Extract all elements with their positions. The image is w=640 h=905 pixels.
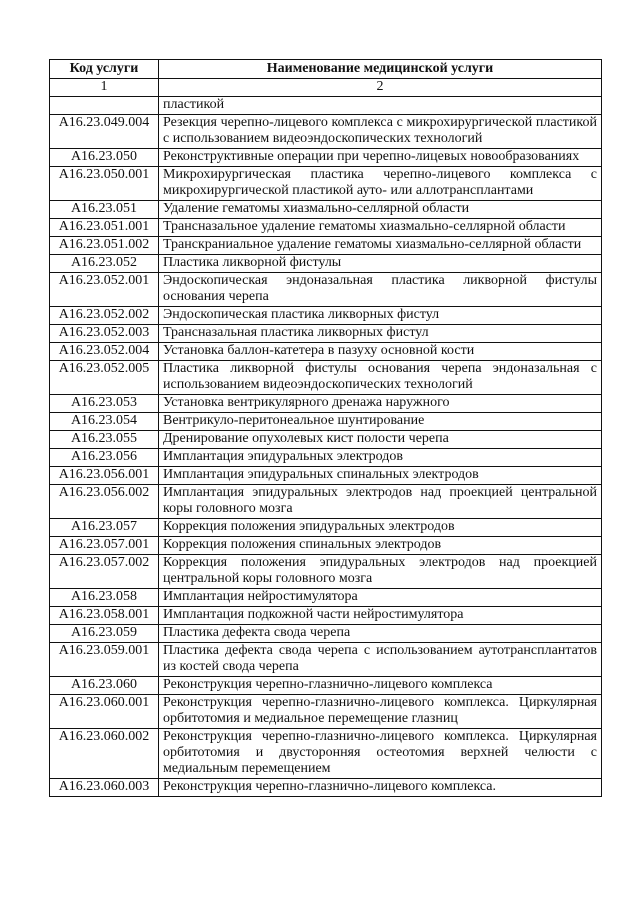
- table-row: [50, 555, 602, 589]
- service-code: A16.23.052.001: [50, 273, 159, 307]
- services-table: [49, 59, 602, 797]
- service-name: Транскраниальное удаление гематомы хиазмально-селлярной области: [159, 237, 602, 255]
- service-code: A16.23.057.001: [50, 537, 159, 555]
- table-row: [50, 149, 602, 167]
- service-name: Эндоскопическая эндоназальная пластика ликворной фистулы основания черепа: [159, 273, 602, 307]
- table-row: [50, 625, 602, 643]
- service-name: Удаление гематомы хиазмально-селлярной области: [159, 201, 602, 219]
- table-row: [50, 395, 602, 413]
- service-code: A16.23.060.001: [50, 695, 159, 729]
- table-row: [50, 449, 602, 467]
- table-row: [50, 201, 602, 219]
- service-code: A16.23.057: [50, 519, 159, 537]
- service-name: Коррекция положения эпидуральных электродов над проекцией центральной коры головного мозга: [159, 555, 602, 589]
- service-name: Пластика ликворной фистулы основания черепа эндоназальная с использованием видеоэндоскопических технологий: [159, 361, 602, 395]
- service-name: Имплантация эпидуральных электродов над проекцией центральной коры головного мозга: [159, 485, 602, 519]
- table-row: [50, 237, 602, 255]
- service-code: A16.23.050: [50, 149, 159, 167]
- column-number-row: [50, 79, 602, 97]
- service-code: A16.23.050.001: [50, 167, 159, 201]
- service-name: Трансназальное удаление гематомы хиазмально-селлярной области: [159, 219, 602, 237]
- table-row: [50, 361, 602, 395]
- service-name: Трансназальная пластика ликворных фистул: [159, 325, 602, 343]
- document-page: [49, 59, 602, 797]
- service-name: Вентрикуло-перитонеальное шунтирование: [159, 413, 602, 431]
- service-code: A16.23.057.002: [50, 555, 159, 589]
- service-name: Коррекция положения спинальных электродов: [159, 537, 602, 555]
- table-row: [50, 537, 602, 555]
- service-name: Микрохирургическая пластика черепно-лицевого комплекса с микрохирургической пластикой ауто- или аллотрансплантами: [159, 167, 602, 201]
- service-code: [50, 97, 159, 115]
- service-name: Резекция черепно-лицевого комплекса с микрохирургической пластикой с использованием видеоэндоскопических технологий: [159, 115, 602, 149]
- service-code: A16.23.060.003: [50, 779, 159, 797]
- service-name: Реконструкция черепно-глазнично-лицевого комплекса: [159, 677, 602, 695]
- service-name: Реконструкция черепно-глазнично-лицевого комплекса. Циркулярная орбитотомия и двусторонняя остеотомия верхней челюсти с медиальным перемещением: [159, 729, 602, 779]
- table-row: [50, 255, 602, 273]
- table-row: [50, 695, 602, 729]
- service-code: A16.23.056.002: [50, 485, 159, 519]
- service-name: Реконструкция черепно-глазнично-лицевого комплекса.: [159, 779, 602, 797]
- table-body: [50, 97, 602, 797]
- header-name: Наименование медицинской услуги: [159, 60, 602, 79]
- table-row: [50, 307, 602, 325]
- table-row: [50, 431, 602, 449]
- table-row: [50, 467, 602, 485]
- table-row: [50, 643, 602, 677]
- service-code: A16.23.052.002: [50, 307, 159, 325]
- service-name: Пластика ликворной фистулы: [159, 255, 602, 273]
- service-name: Имплантация эпидуральных спинальных электродов: [159, 467, 602, 485]
- service-name: Пластика дефекта свода черепа: [159, 625, 602, 643]
- service-name: Имплантация эпидуральных электродов: [159, 449, 602, 467]
- service-code: A16.23.052.005: [50, 361, 159, 395]
- service-code: A16.23.056: [50, 449, 159, 467]
- service-code: A16.23.060.002: [50, 729, 159, 779]
- service-code: A16.23.055: [50, 431, 159, 449]
- table-row: [50, 273, 602, 307]
- service-code: A16.23.056.001: [50, 467, 159, 485]
- table-row: [50, 607, 602, 625]
- service-code: A16.23.059.001: [50, 643, 159, 677]
- service-name: Реконструктивные операции при черепно-лицевых новообразованиях: [159, 149, 602, 167]
- service-code: A16.23.058: [50, 589, 159, 607]
- service-name: Дренирование опухолевых кист полости черепа: [159, 431, 602, 449]
- service-code: A16.23.054: [50, 413, 159, 431]
- service-name: Реконструкция черепно-глазнично-лицевого комплекса. Циркулярная орбитотомия и медиальное перемещение глазниц: [159, 695, 602, 729]
- service-code: A16.23.051.002: [50, 237, 159, 255]
- table-row: [50, 325, 602, 343]
- table-row: [50, 519, 602, 537]
- table-row: [50, 97, 602, 115]
- table-row: [50, 343, 602, 361]
- column-number-2: 2: [159, 79, 602, 97]
- table-row: [50, 779, 602, 797]
- table-row: [50, 413, 602, 431]
- service-name: Пластика дефекта свода черепа с использованием аутотрансплантатов из костей свода черепа: [159, 643, 602, 677]
- service-code: A16.23.052.004: [50, 343, 159, 361]
- service-name: Имплантация подкожной части нейростимулятора: [159, 607, 602, 625]
- service-name: пластикой: [159, 97, 602, 115]
- service-code: A16.23.053: [50, 395, 159, 413]
- column-number-1: 1: [50, 79, 159, 97]
- table-header-row: [50, 60, 602, 79]
- table-row: [50, 729, 602, 779]
- table-row: [50, 677, 602, 695]
- table-row: [50, 589, 602, 607]
- table-row: [50, 167, 602, 201]
- service-code: A16.23.051.001: [50, 219, 159, 237]
- service-code: A16.23.052.003: [50, 325, 159, 343]
- service-code: A16.23.049.004: [50, 115, 159, 149]
- table-row: [50, 485, 602, 519]
- service-code: A16.23.052: [50, 255, 159, 273]
- service-name: Установка баллон-катетера в пазуху основной кости: [159, 343, 602, 361]
- service-code: A16.23.059: [50, 625, 159, 643]
- service-name: Установка вентрикулярного дренажа наружного: [159, 395, 602, 413]
- table-row: [50, 219, 602, 237]
- service-code: A16.23.051: [50, 201, 159, 219]
- service-name: Коррекция положения эпидуральных электродов: [159, 519, 602, 537]
- table-row: [50, 115, 602, 149]
- service-name: Эндоскопическая пластика ликворных фистул: [159, 307, 602, 325]
- service-code: A16.23.060: [50, 677, 159, 695]
- header-code: Код услуги: [50, 60, 159, 79]
- service-name: Имплантация нейростимулятора: [159, 589, 602, 607]
- service-code: A16.23.058.001: [50, 607, 159, 625]
